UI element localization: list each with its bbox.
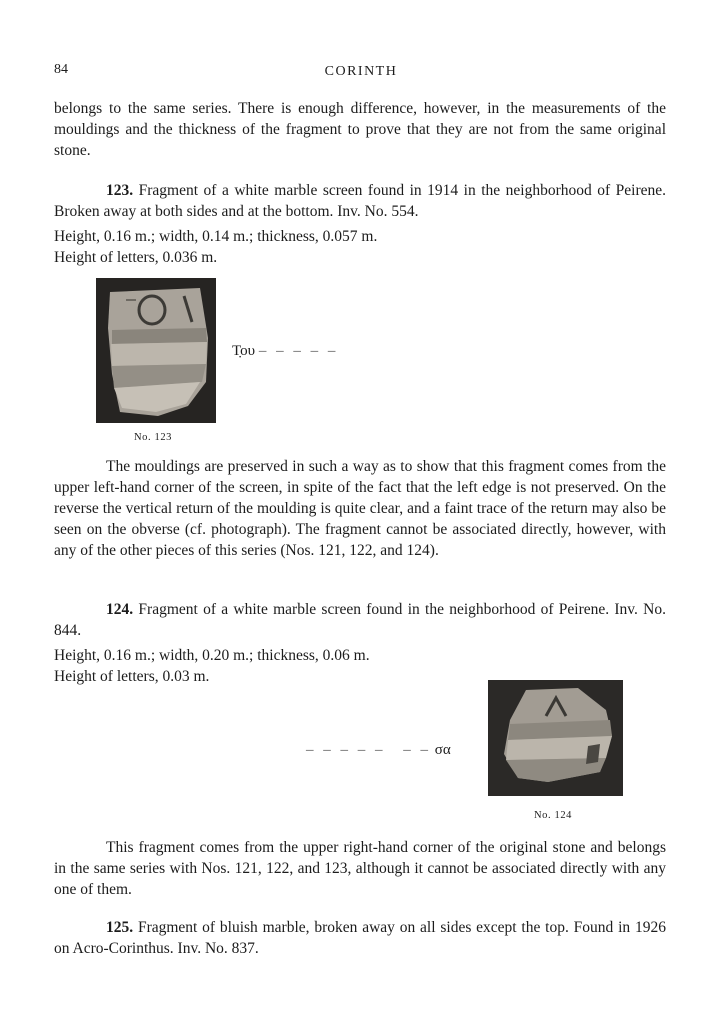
inscription-123 <box>232 343 338 360</box>
entry-125-heading <box>54 917 666 959</box>
fragment-123-photo <box>96 278 216 423</box>
fragment-124-image <box>488 680 623 796</box>
fragment-124-photo <box>488 680 623 796</box>
running-head: CORINTH <box>324 64 398 79</box>
page-number: 84 <box>54 62 68 77</box>
entry-124-description: Fragment of a white marble screen found in the neighborhood of Peirene. Inv. No. 844. <box>54 601 667 639</box>
inscription-123-text: Τ̣ου <box>232 343 256 359</box>
entry-125-number: 125. <box>106 919 134 936</box>
fragment-123-caption: No. 123 <box>134 432 173 443</box>
entry-124-number: 124. <box>106 601 134 618</box>
entry-123-dimensions: Height, 0.16 m.; width, 0.14 m.; thickness, 0.057 m. <box>54 228 378 245</box>
entry-123-description: Fragment of a white marble screen found in 1914 in the neighborhood of Peirene. Broken away at both sides and at the bottom. Inv. No. 554. <box>54 182 667 220</box>
entry-124-dimensions: Height, 0.16 m.; width, 0.20 m.; thickness, 0.06 m. <box>54 647 370 664</box>
entry-125-description: Fragment of bluish marble, broken away on all sides except the top. Found in 1926 on Acro-Corinthus. Inv. No. 837. <box>54 919 666 957</box>
entry-124-heading <box>54 599 666 641</box>
intro-paragraph: belongs to the same series. There is enough difference, however, in the measurements of the mouldings and the thickness of the fragment to prove that they are not from the same original stone. <box>54 100 666 159</box>
fragment-123-image <box>96 278 216 423</box>
entry-123-letter-height: Height of letters, 0.036 m. <box>54 249 218 266</box>
fragment-124-caption: No. 124 <box>534 810 573 821</box>
inscription-124-text: σα <box>434 742 451 758</box>
entry-124-letter-height: Height of letters, 0.03 m. <box>54 668 210 685</box>
inscription-124-lacuna-a: – – – – – <box>306 742 386 758</box>
entry-124-commentary: This fragment comes from the upper right-hand corner of the original stone and belongs in the same series with Nos. 121, 122, and 123, although it cannot be associated directly with any one of them. <box>54 839 666 898</box>
entry-123-commentary: The mouldings are preserved in such a way as to show that this fragment comes from the upper left-hand corner of the screen, in spite of the fact that the left edge is not preserved. On the reverse the vertical return of the moulding is quite clear, and a faint trace of the return may also be seen on the obverse (cf. photograph). The fragment cannot be associated directly, however, with any of the other pieces of this series (Nos. 121, 122, and 124). <box>54 458 666 559</box>
inscription-124-lacuna-b: – – <box>403 742 431 758</box>
inscription-123-lacuna: – – – – – <box>258 343 339 359</box>
inscription-124 <box>306 742 451 759</box>
entry-123-number: 123. <box>106 182 134 199</box>
entry-123-heading <box>54 180 666 222</box>
